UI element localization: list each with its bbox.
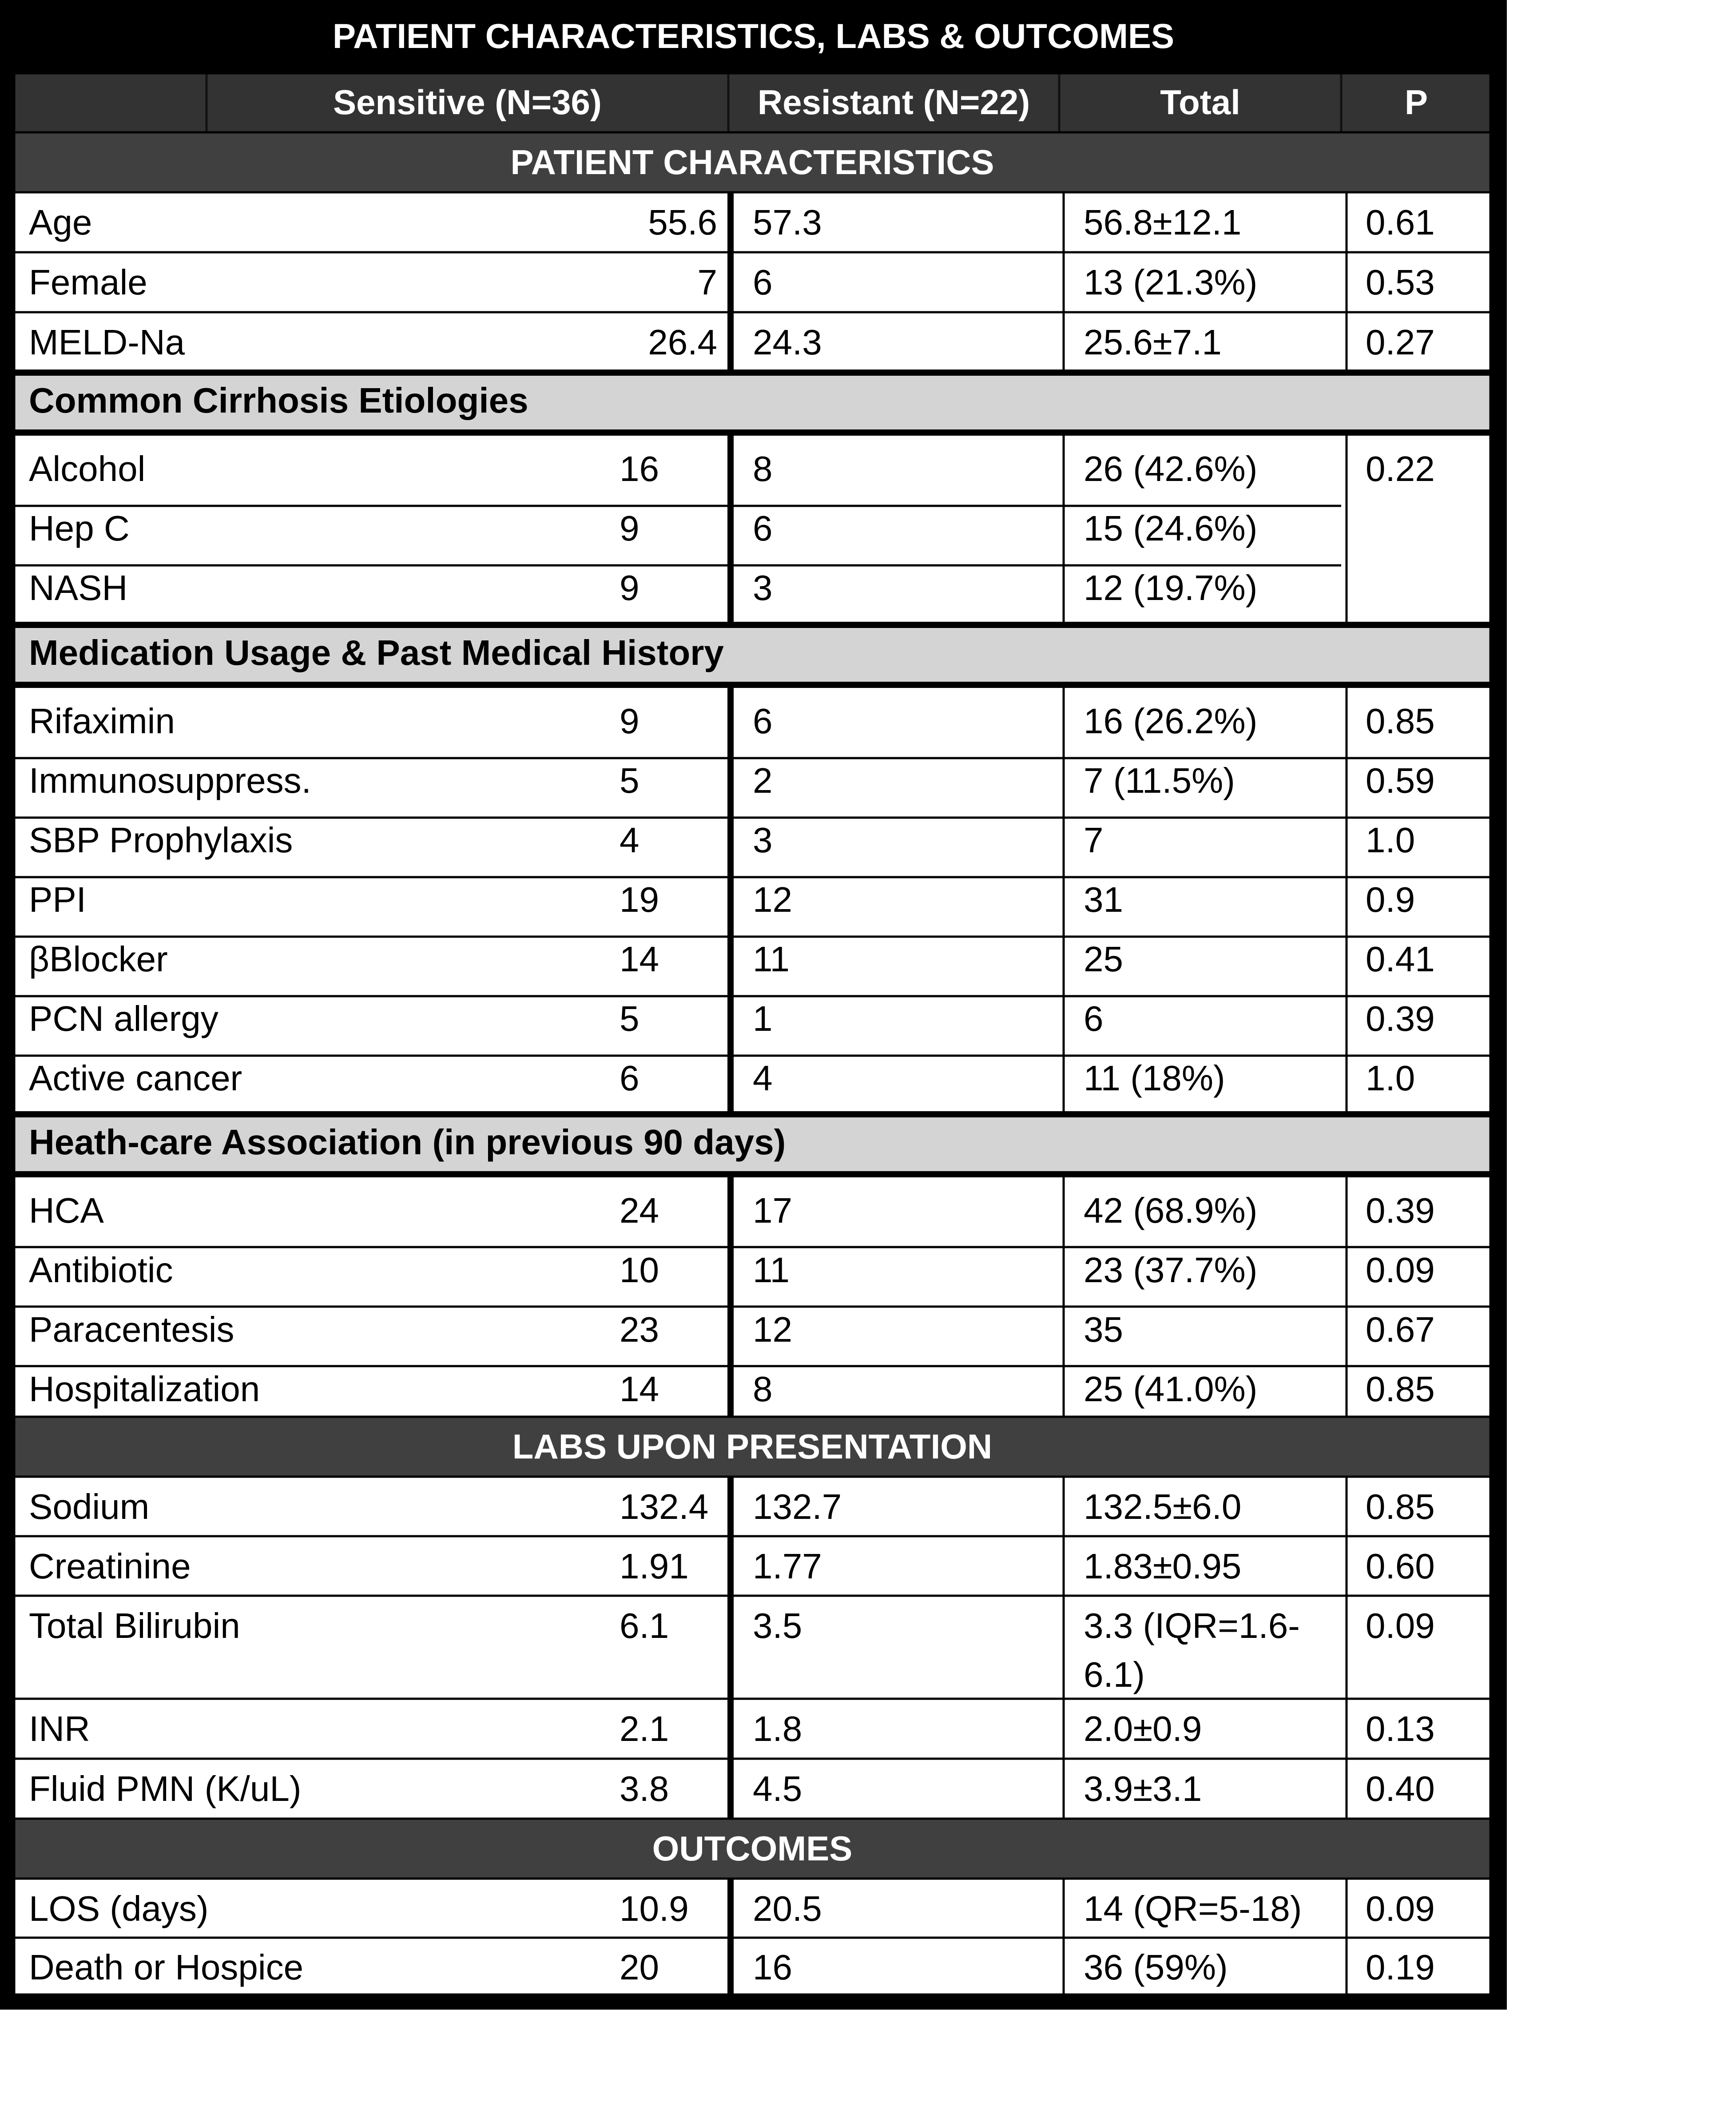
sensitive-value: 14 [620,939,659,979]
row-label: Immunosuppress. [29,761,311,800]
sensitive-value: 26.4 [648,322,717,362]
resistant-value: 8 [753,449,773,489]
row-label: PPI [29,880,86,919]
row-label: Sodium [29,1487,150,1526]
sensitive-value: 6.1 [620,1606,669,1645]
total-value: 7 (11.5%) [1084,761,1235,800]
row-label: HCA [29,1191,104,1230]
row-label: Alcohol [29,449,146,489]
sensitive-value: 5 [620,761,640,800]
total-value: 26 (42.6%) [1084,449,1258,489]
p-value: 0.85 [1366,701,1435,741]
p-value: 0.19 [1366,1947,1435,1987]
total-value: 12 (19.7%) [1084,568,1258,608]
row-label: Hospitalization [29,1369,260,1409]
p-value: 0.41 [1366,939,1435,979]
row-label: MELD-Na [29,322,185,362]
resistant-value: 4 [753,1058,773,1098]
resistant-value: 12 [753,1310,792,1349]
section-medication: Medication Usage & Past Medical History [29,633,724,672]
row-label: INR [29,1709,90,1748]
row-label: Paracentesis [29,1310,234,1349]
sensitive-value: 20 [620,1947,659,1987]
row-label: Rifaximin [29,701,175,741]
row-label: Total Bilirubin [29,1606,240,1645]
row-label: Active cancer [29,1058,242,1098]
total-value: 6 [1084,999,1104,1038]
p-value: 0.40 [1366,1769,1435,1808]
total-value: 25 [1084,939,1123,979]
section-labs: LABS UPON PRESENTATION [512,1427,993,1466]
resistant-value: 1.8 [753,1709,802,1748]
sensitive-value: 7 [697,262,717,302]
p-value: 0.09 [1366,1606,1435,1645]
total-value: 3.9±3.1 [1084,1769,1202,1808]
resistant-value: 1 [753,999,773,1038]
row-label: SBP Prophylaxis [29,820,293,860]
sensitive-value: 23 [620,1310,659,1349]
resistant-value: 12 [753,880,792,919]
resistant-value: 57.3 [753,203,822,242]
p-value: 0.27 [1366,322,1435,362]
p-value: 1.0 [1366,820,1415,860]
sensitive-value: 4 [620,820,640,860]
total-value: 11 (18%) [1084,1058,1225,1098]
total-value: 132.5±6.0 [1084,1487,1242,1526]
row-label: Death or Hospice [29,1947,304,1987]
sensitive-value: 10 [620,1250,659,1290]
total-value: 23 (37.7%) [1084,1250,1258,1290]
sensitive-value: 55.6 [648,203,717,242]
p-value: 0.85 [1366,1487,1435,1526]
p-value: 0.53 [1366,262,1435,302]
total-value: 25 (41.0%) [1084,1369,1258,1409]
sensitive-value: 5 [620,999,640,1038]
p-value: 0.85 [1366,1369,1435,1409]
table-title: PATIENT CHARACTERISTICS, LABS & OUTCOMES [332,16,1175,56]
sensitive-value: 132.4 [620,1487,709,1526]
row-label: PCN allergy [29,999,218,1038]
sensitive-value: 16 [620,449,659,489]
resistant-value: 8 [753,1369,773,1409]
p-value: 0.61 [1366,203,1435,242]
resistant-value: 16 [753,1947,792,1987]
section-hca: Heath-care Association (in previous 90 days) [29,1122,786,1162]
resistant-value: 1.77 [753,1546,822,1586]
section-patient-characteristics: PATIENT CHARACTERISTICS [510,143,994,182]
sensitive-value: 24 [620,1191,659,1230]
sensitive-value: 9 [620,568,640,608]
row-label: Antibiotic [29,1250,173,1290]
sensitive-value: 9 [620,701,640,741]
sensitive-value: 14 [620,1369,659,1409]
row-label: Female [29,262,147,302]
p-value: 1.0 [1366,1058,1415,1098]
total-value: 14 (QR=5-18) [1084,1889,1302,1928]
table-grid [13,72,1491,1995]
total-value: 31 [1084,880,1123,919]
resistant-value: 4.5 [753,1769,802,1808]
section-outcomes: OUTCOMES [652,1829,853,1868]
p-value: 0.13 [1366,1709,1435,1748]
resistant-value: 6 [753,701,773,741]
sensitive-value: 6 [620,1058,640,1098]
total-value: 42 (68.9%) [1084,1191,1258,1230]
p-value: 0.22 [1366,449,1435,489]
p-value: 0.60 [1366,1546,1435,1586]
row-label: NASH [29,568,128,608]
col-header-resistant: Resistant (N=22) [757,83,1030,122]
row-label: Age [29,203,92,242]
total-value: 16 (26.2%) [1084,701,1258,741]
sensitive-value: 3.8 [620,1769,669,1808]
row-label: Creatinine [29,1546,191,1586]
total-value: 36 (59%) [1084,1947,1228,1987]
total-value: 7 [1084,820,1104,860]
p-value: 0.09 [1366,1250,1435,1290]
p-value: 0.59 [1366,761,1435,800]
row-label: βBlocker [29,939,168,979]
total-value: 2.0±0.9 [1084,1709,1202,1748]
p-value: 0.67 [1366,1310,1435,1349]
total-value: 1.83±0.95 [1084,1546,1242,1586]
table-body [13,72,1491,1995]
col-header-total: Total [1160,83,1240,122]
total-value: 56.8±12.1 [1084,203,1242,242]
p-value: 0.39 [1366,999,1435,1038]
total-value: 15 (24.6%) [1084,509,1258,548]
col-header-sensitive: Sensitive (N=36) [333,83,602,122]
p-value: 0.09 [1366,1889,1435,1928]
resistant-value: 6 [753,262,773,302]
p-value: 0.39 [1366,1191,1435,1230]
resistant-value: 20.5 [753,1889,822,1928]
total-value-line-1: 3.3 (IQR=1.6- [1084,1606,1300,1645]
row-label: Fluid PMN (K/uL) [29,1769,302,1808]
resistant-value: 3.5 [753,1606,802,1645]
total-value: 25.6±7.1 [1084,322,1222,362]
sensitive-value: 1.91 [620,1546,689,1586]
col-header-p: P [1404,83,1428,122]
total-value-line-2: 6.1) [1084,1655,1145,1694]
resistant-value: 17 [753,1191,792,1230]
resistant-value: 3 [753,568,773,608]
row-label: LOS (days) [29,1889,209,1928]
sensitive-value: 9 [620,509,640,548]
resistant-value: 2 [753,761,773,800]
resistant-value: 11 [753,939,790,979]
total-value: 13 (21.3%) [1084,262,1258,302]
p-value: 0.9 [1366,880,1415,919]
resistant-value: 6 [753,509,773,548]
section-etiologies: Common Cirrhosis Etiologies [29,381,528,420]
sensitive-value: 10.9 [620,1889,689,1928]
resistant-value: 3 [753,820,773,860]
resistant-value: 11 [753,1250,790,1290]
resistant-value: 24.3 [753,322,822,362]
sensitive-value: 2.1 [620,1709,669,1748]
resistant-value: 132.7 [753,1487,842,1526]
total-value: 35 [1084,1310,1123,1349]
sensitive-value: 19 [620,880,659,919]
row-label: Hep C [29,509,130,548]
